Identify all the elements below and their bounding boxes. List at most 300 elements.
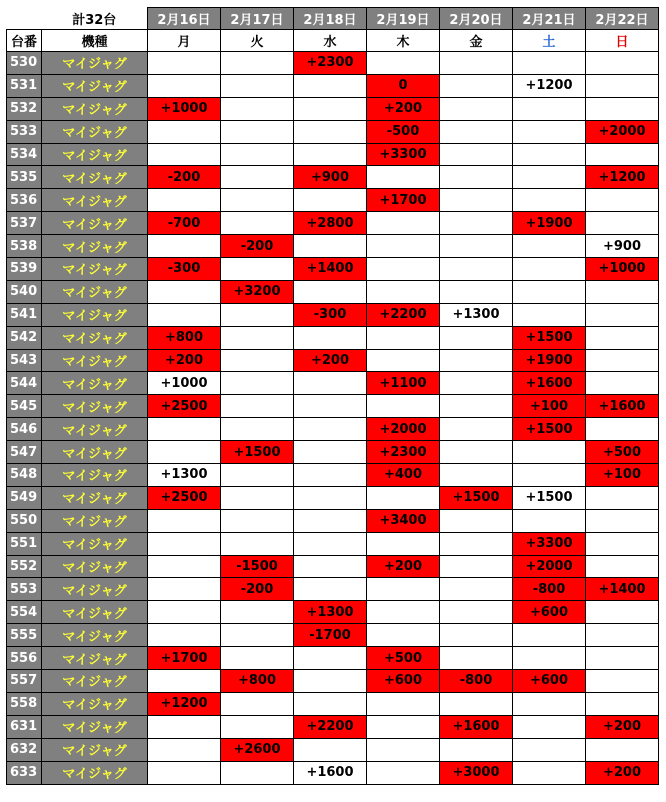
machine-name: マイジャグ [42,647,148,670]
machine-name: マイジャグ [42,372,148,395]
result-cell [513,120,586,143]
result-cell [513,280,586,303]
table-row [7,97,659,120]
result-cell [586,601,659,624]
result-cell: -1500 [221,555,294,578]
weekday-header: 水 [294,30,367,52]
machine-name: マイジャグ [42,235,148,258]
result-cell [513,509,586,532]
table-row [7,258,659,281]
table-row [7,52,659,75]
table-row [7,74,659,97]
unit-number: 537 [7,212,42,235]
table-row [7,486,659,509]
unit-number: 558 [7,692,42,715]
unit-number: 536 [7,189,42,212]
result-cell: +1000 [148,372,221,395]
result-cell: -800 [513,578,586,601]
machine-name: マイジャグ [42,555,148,578]
result-cell [440,418,513,441]
result-cell [513,189,586,212]
unit-number: 543 [7,349,42,372]
date-header: 2月20日 [440,8,513,30]
result-cell [440,372,513,395]
corner-blank [7,8,42,30]
machine-name: マイジャグ [42,280,148,303]
machine-name: マイジャグ [42,349,148,372]
machine-name: マイジャグ [42,761,148,784]
result-cell [221,647,294,670]
table-row [7,372,659,395]
result-cell: +600 [513,601,586,624]
result-cell: +200 [367,97,440,120]
result-cell [148,235,221,258]
machine-name: マイジャグ [42,692,148,715]
result-cell [294,738,367,761]
result-cell [586,74,659,97]
result-cell: +1300 [440,303,513,326]
result-cell [221,692,294,715]
unit-number: 633 [7,761,42,784]
weekday-header-saturday: 土 [513,30,586,52]
weekday-header: 金 [440,30,513,52]
result-cell [367,349,440,372]
result-cell [440,601,513,624]
result-cell [294,97,367,120]
result-cell [294,509,367,532]
result-cell [148,52,221,75]
result-cell [440,555,513,578]
result-cell: +400 [367,464,440,487]
result-cell: +200 [148,349,221,372]
table-row [7,509,659,532]
result-cell [513,143,586,166]
result-cell [221,486,294,509]
weekday-header: 月 [148,30,221,52]
result-cell [148,280,221,303]
table-row [7,235,659,258]
result-cell: -800 [440,670,513,693]
unit-number: 632 [7,738,42,761]
result-cell [367,624,440,647]
result-cell [440,74,513,97]
unit-number: 542 [7,326,42,349]
table-row [7,395,659,418]
result-cell: +1700 [367,189,440,212]
machine-name: マイジャグ [42,624,148,647]
result-cell [440,326,513,349]
result-cell [148,555,221,578]
result-cell: +1300 [294,601,367,624]
result-cell [440,441,513,464]
unit-number: 552 [7,555,42,578]
result-cell: +1000 [148,97,221,120]
unit-number: 544 [7,372,42,395]
table-row [7,464,659,487]
table-row [7,303,659,326]
result-cell [367,52,440,75]
result-cell [440,97,513,120]
result-cell [586,647,659,670]
result-cell [513,692,586,715]
result-cell [294,532,367,555]
machine-name: マイジャグ [42,486,148,509]
result-cell [586,212,659,235]
table-row [7,349,659,372]
result-cell [294,692,367,715]
result-cell: +2500 [148,395,221,418]
result-cell: -200 [148,166,221,189]
result-cell: +200 [586,715,659,738]
result-cell [294,372,367,395]
result-cell: +200 [586,761,659,784]
weekday-header-sunday: 日 [586,30,659,52]
result-cell [440,349,513,372]
result-cell [148,509,221,532]
result-cell: +1500 [513,418,586,441]
result-cell [367,280,440,303]
table-row [7,670,659,693]
result-cell [294,670,367,693]
result-cell [513,624,586,647]
result-cell [221,624,294,647]
result-cell [440,52,513,75]
result-cell [513,715,586,738]
result-cell [513,235,586,258]
unit-number: 534 [7,143,42,166]
machine-name: マイジャグ [42,303,148,326]
result-cell [586,372,659,395]
result-cell [148,418,221,441]
result-cell [367,761,440,784]
table-row [7,326,659,349]
result-cell: +2000 [367,418,440,441]
result-cell [221,509,294,532]
result-cell [294,143,367,166]
result-cell: +100 [586,464,659,487]
machine-name: マイジャグ [42,258,148,281]
result-cell [221,166,294,189]
result-cell: +100 [513,395,586,418]
result-cell [586,97,659,120]
result-cell [221,349,294,372]
result-cell: +2800 [294,212,367,235]
machine-name: マイジャグ [42,212,148,235]
result-cell: -500 [367,120,440,143]
unit-number: 550 [7,509,42,532]
result-cell [367,166,440,189]
machine-name: マイジャグ [42,418,148,441]
unit-number: 554 [7,601,42,624]
unit-number: 533 [7,120,42,143]
machine-name: マイジャグ [42,97,148,120]
result-cell [586,280,659,303]
result-cell: +800 [148,326,221,349]
result-cell [148,601,221,624]
unit-number: 538 [7,235,42,258]
result-cell [586,509,659,532]
result-cell: +2200 [294,715,367,738]
result-cell: +2300 [367,441,440,464]
result-cell: +200 [367,555,440,578]
machine-name: マイジャグ [42,464,148,487]
result-cell [148,441,221,464]
result-cell [294,486,367,509]
result-cell: +1500 [513,486,586,509]
result-cell [440,212,513,235]
result-cell [367,395,440,418]
result-cell [586,738,659,761]
machine-name: マイジャグ [42,143,148,166]
result-cell [221,303,294,326]
date-header: 2月16日 [148,8,221,30]
table-row [7,601,659,624]
result-cell [148,532,221,555]
date-header: 2月21日 [513,8,586,30]
table-row [7,166,659,189]
result-cell [513,464,586,487]
machine-name: マイジャグ [42,166,148,189]
result-cell: -200 [221,235,294,258]
date-header-row [7,8,659,30]
result-cell [148,189,221,212]
date-header: 2月22日 [586,8,659,30]
date-header: 2月17日 [221,8,294,30]
table-row [7,189,659,212]
result-cell: -300 [294,303,367,326]
result-cell: +3000 [440,761,513,784]
result-cell [221,258,294,281]
table-row [7,532,659,555]
result-cell: +2000 [513,555,586,578]
result-cell [367,715,440,738]
result-cell [367,532,440,555]
result-cell: +2600 [221,738,294,761]
result-cell [221,761,294,784]
result-cell [513,441,586,464]
table-row [7,555,659,578]
result-cell: +1100 [367,372,440,395]
result-cell [148,74,221,97]
machine-name: マイジャグ [42,441,148,464]
machine-name: マイジャグ [42,670,148,693]
result-cell [294,555,367,578]
result-cell [367,692,440,715]
result-cell: +1200 [148,692,221,715]
result-cell: +3300 [513,532,586,555]
result-cell [294,464,367,487]
result-cell [586,692,659,715]
result-cell [367,738,440,761]
table-row [7,441,659,464]
table-row [7,715,659,738]
result-cell: +1400 [586,578,659,601]
result-cell: +900 [294,166,367,189]
result-cell: +2200 [367,303,440,326]
result-cell [586,555,659,578]
result-cell: +1700 [148,647,221,670]
total-count-label: 計32台 [42,8,148,30]
result-cell [440,166,513,189]
result-cell [586,52,659,75]
result-cell [586,532,659,555]
table-row [7,418,659,441]
result-cell [221,143,294,166]
machine-name: マイジャグ [42,509,148,532]
result-cell [513,52,586,75]
unit-number: 541 [7,303,42,326]
result-cell [294,578,367,601]
result-cell [148,143,221,166]
machine-name: マイジャグ [42,738,148,761]
result-cell: +800 [221,670,294,693]
result-cell: +1900 [513,212,586,235]
result-cell: -700 [148,212,221,235]
date-header: 2月18日 [294,8,367,30]
result-cell [294,418,367,441]
result-cell [586,143,659,166]
result-cell [148,303,221,326]
unit-column-header: 台番 [7,30,42,52]
result-cell [440,624,513,647]
result-cell [440,120,513,143]
result-cell [367,578,440,601]
result-cell: +2000 [586,120,659,143]
result-cell [440,258,513,281]
result-cell: +1600 [586,395,659,418]
unit-number: 553 [7,578,42,601]
result-cell: -1700 [294,624,367,647]
result-cell [221,372,294,395]
result-cell [440,509,513,532]
result-cell: +1400 [294,258,367,281]
result-cell [586,349,659,372]
unit-number: 546 [7,418,42,441]
result-cell [440,738,513,761]
result-cell [221,97,294,120]
result-cell [294,235,367,258]
result-cell [294,441,367,464]
result-cell [294,74,367,97]
table-row [7,738,659,761]
result-cell: 0 [367,74,440,97]
table-row [7,761,659,784]
result-cell: +3200 [221,280,294,303]
machine-name: マイジャグ [42,52,148,75]
result-cell [440,143,513,166]
result-cell [148,670,221,693]
machine-name: マイジャグ [42,532,148,555]
machine-name: マイジャグ [42,601,148,624]
weekday-header: 火 [221,30,294,52]
unit-number: 555 [7,624,42,647]
unit-number: 547 [7,441,42,464]
result-cell [148,578,221,601]
result-cell: +2300 [294,52,367,75]
result-cell [367,212,440,235]
result-cell [148,738,221,761]
result-cell: +2500 [148,486,221,509]
result-cell [221,189,294,212]
result-cell [367,258,440,281]
result-cell [513,761,586,784]
table-row [7,212,659,235]
unit-number: 545 [7,395,42,418]
result-cell: +1600 [294,761,367,784]
result-cell: +600 [513,670,586,693]
machine-name: マイジャグ [42,74,148,97]
result-cell [440,280,513,303]
result-cell [440,692,513,715]
result-cell [513,738,586,761]
result-cell [513,303,586,326]
result-cell [513,258,586,281]
result-cell: +200 [294,349,367,372]
result-cell [294,647,367,670]
result-cell [440,647,513,670]
result-cell [586,189,659,212]
result-cell [294,189,367,212]
result-cell [294,120,367,143]
results-table [6,7,659,785]
result-cell: +1200 [586,166,659,189]
result-cell [367,326,440,349]
result-cell [221,74,294,97]
unit-number: 532 [7,97,42,120]
weekday-header: 木 [367,30,440,52]
result-cell [221,464,294,487]
result-cell [221,326,294,349]
weekday-header-row [7,30,659,52]
unit-number: 548 [7,464,42,487]
result-cell [440,578,513,601]
result-cell: +1500 [440,486,513,509]
result-cell [513,97,586,120]
table-row [7,280,659,303]
result-cell [586,670,659,693]
result-cell: +1500 [513,326,586,349]
result-cell: +500 [367,647,440,670]
result-cell: +3400 [367,509,440,532]
result-cell: +900 [586,235,659,258]
result-cell: +1300 [148,464,221,487]
result-cell [513,647,586,670]
machine-name: マイジャグ [42,189,148,212]
table-row [7,647,659,670]
result-cell [294,395,367,418]
result-cell: +1000 [586,258,659,281]
result-cell [440,532,513,555]
machine-name: マイジャグ [42,326,148,349]
result-cell [221,52,294,75]
table-row [7,578,659,601]
result-cell: +600 [367,670,440,693]
result-cell [221,601,294,624]
unit-number: 540 [7,280,42,303]
result-cell [294,326,367,349]
result-cell [148,761,221,784]
result-cell: +1500 [221,441,294,464]
result-cell [440,189,513,212]
unit-number: 530 [7,52,42,75]
result-cell [221,715,294,738]
result-cell [440,395,513,418]
unit-number: 539 [7,258,42,281]
unit-number: 551 [7,532,42,555]
result-cell [148,715,221,738]
unit-number: 556 [7,647,42,670]
result-cell: -300 [148,258,221,281]
